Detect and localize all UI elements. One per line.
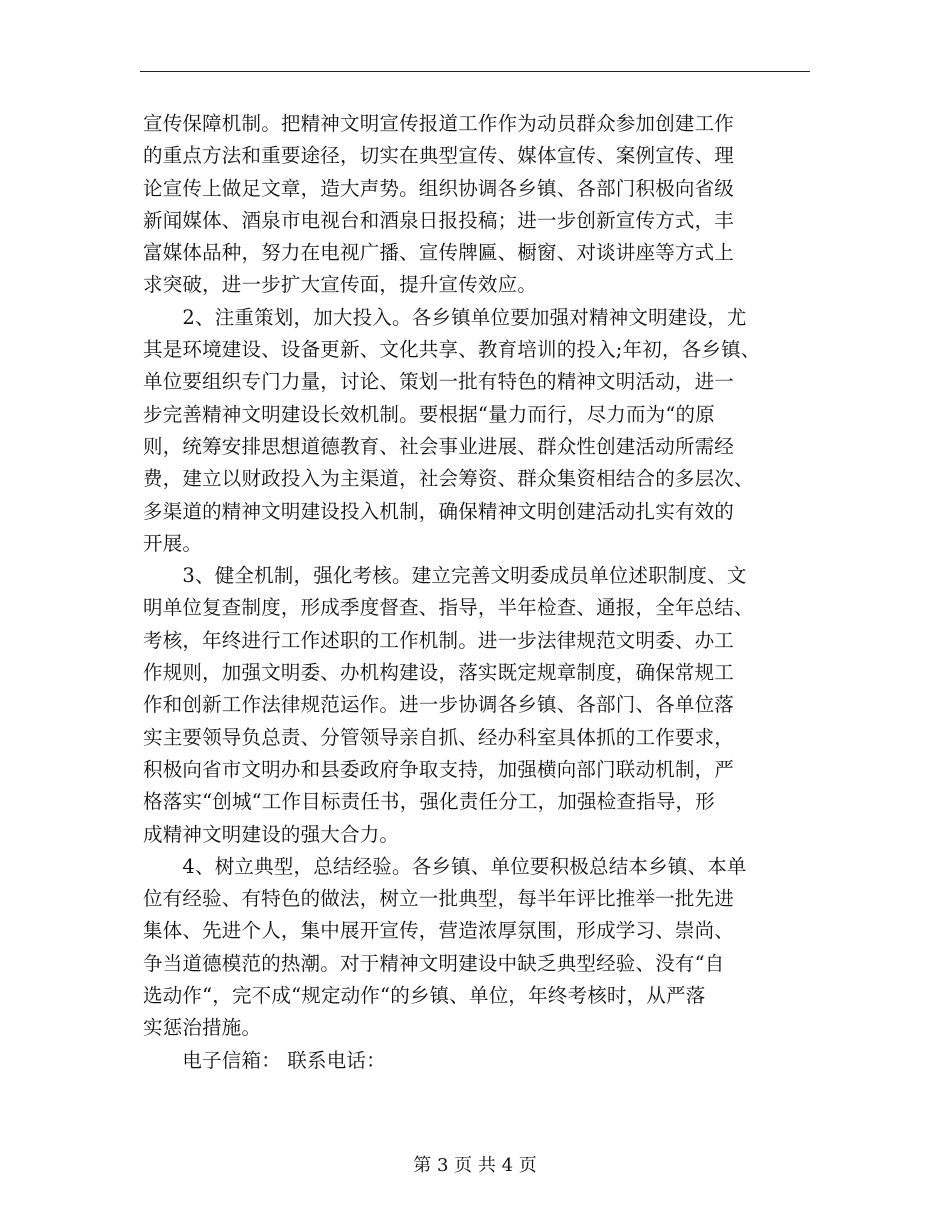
text-line: 2、注重策划，加大投入。各乡镇单位要加强对精神文明建设，尤 bbox=[143, 305, 747, 329]
text-line: 其是环境建设、设备更新、文化共享、教育培训的投入;年初，各乡镇、 bbox=[143, 338, 761, 362]
text-line: 宣传保障机制。把精神文明宣传报道工作作为动员群众参加创建工作 bbox=[143, 112, 735, 135]
text-line: 考核，年终进行工作述职的工作机制。进一步法律规范文明委、办工 bbox=[143, 628, 735, 652]
text-line: 则，统筹安排思想道德教育、社会事业进展、群众性创建活动所需经 bbox=[143, 434, 735, 458]
text-line: 成精神文明建设的强大合力。 bbox=[143, 822, 400, 846]
document-body bbox=[143, 108, 823, 1077]
text-line: 步完善精神文明建设长效机制。要根据“量力而行，尽力而为“的原 bbox=[143, 402, 715, 426]
text-line: 选动作“，完不成“规定动作“的乡镇、单位，年终考核时，从严落 bbox=[143, 984, 706, 1008]
page-number-footer: 第 3 页 共 4 页 bbox=[413, 1155, 537, 1176]
text-line: 实惩治措施。 bbox=[143, 1016, 262, 1040]
text-line: 论宣传上做足文章，造大声势。组织协调各乡镇、各部门积极向省级 bbox=[143, 176, 735, 200]
text-line: 积极向省市文明办和县委政府争取支持，加强横向部门联动机制，严 bbox=[143, 757, 735, 781]
text-line: 作规则，加强文明委、办机构建设，落实既定规章制度，确保常规工 bbox=[143, 661, 735, 685]
text-line: 明单位复查制度，形成季度督查、指导，半年检查、通报，全年总结、 bbox=[143, 596, 754, 620]
text-line: 位有经验、有特色的做法，树立一批典型，每半年评比推举一批先进 bbox=[143, 887, 735, 911]
text-line: 格落实“创城“工作目标责任书，强化责任分工，加强检查指导，形 bbox=[143, 790, 715, 814]
text-line: 费，建立以财政投入为主渠道，社会筹资、群众集资相结合的多层次、 bbox=[143, 467, 754, 491]
text-line: 开展。 bbox=[143, 531, 203, 555]
text-line: 作和创新工作法律规范运作。进一步协调各乡镇、各部门、各单位落 bbox=[143, 693, 735, 717]
text-line: 4、树立典型，总结经验。各乡镇、单位要积极总结本乡镇、本单 bbox=[143, 854, 747, 878]
text-line: 求突破，进一步扩大宣传面，提升宣传效应。 bbox=[143, 273, 538, 297]
text-line: 多渠道的精神文明建设投入机制，确保精神文明创建活动扎实有效的 bbox=[143, 499, 735, 523]
text-line: 实主要领导负总责、分管领导亲自抓、经办科室具体抓的工作要求， bbox=[143, 725, 735, 749]
text-line: 3、健全机制，强化考核。建立完善文明委成员单位述职制度、文 bbox=[143, 564, 747, 588]
text-line: 争当道德模范的热潮。对于精神文明建设中缺乏典型经验、没有“自 bbox=[143, 951, 725, 975]
text-line: 富媒体品种，努力在电视广播、宣传牌匾、橱窗、对谈讲座等方式上 bbox=[143, 241, 735, 265]
header-rule bbox=[140, 71, 810, 72]
text-line: 新闻媒体、酒泉市电视台和酒泉日报投稿；进一步创新宣传方式，丰 bbox=[143, 208, 735, 232]
contact-line: 电子信箱： 联系电话： bbox=[143, 1048, 386, 1072]
text-line: 的重点方法和重要途径，切实在典型宣传、媒体宣传、案例宣传、理 bbox=[143, 144, 735, 168]
text-line: 单位要组织专门力量，讨论、策划一批有特色的精神文明活动，进一 bbox=[143, 370, 735, 394]
text-line: 集体、先进个人，集中展开宣传，营造浓厚氛围，形成学习、崇尚、 bbox=[143, 919, 735, 943]
